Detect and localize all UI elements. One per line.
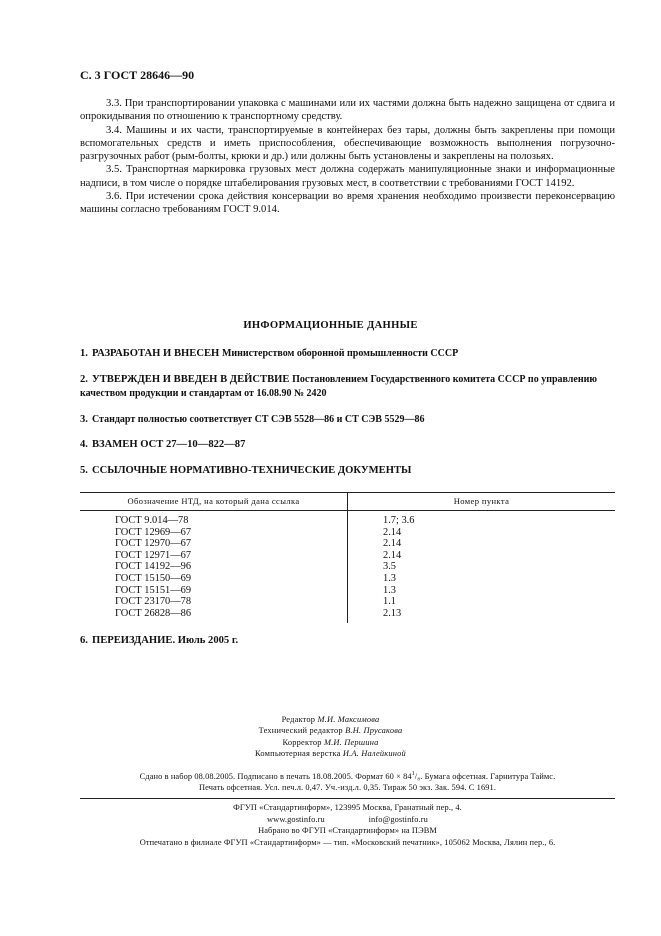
credit-line	[0, 748, 661, 759]
cell-designation: ГОСТ 12971—67	[80, 550, 348, 562]
cell-designation: ГОСТ 14192—96	[80, 561, 348, 573]
item-number: 4.	[80, 439, 88, 450]
imprint-line: ФГУП «Стандартинформ», 123995 Москва, Гранатный пер., 4.	[233, 802, 462, 812]
info-item-3	[80, 413, 615, 427]
divider	[80, 798, 615, 799]
item-head: РАЗРАБОТАН И ВНЕСЕН	[91, 348, 220, 359]
imprint-format-b: /₈. Бумага офсетная. Гарнитура Таймс.	[414, 771, 556, 781]
imprint-line	[80, 769, 615, 782]
imprint-line: Отпечатано в филиале ФГУП «Стандартинформ» — тип. «Московский печатник», 105062 Москва, Лялин пер., 6.	[139, 837, 556, 847]
item-text: Министерством оборонной промышленности СССР	[221, 348, 459, 359]
credits-block	[0, 714, 661, 760]
column-header-clause: Номер пункта	[348, 493, 616, 511]
table-row	[80, 511, 615, 527]
paragraph-3-3: 3.3. При транспортировании упаковка с машинами или их частями должна быть надежно защищена от сдвига и опрокидывания по отношению к транспортному средству.	[80, 98, 615, 123]
page-header: С. 3 ГОСТ 28646—90	[80, 68, 195, 82]
section-3-text	[80, 97, 615, 217]
credit-name: М.И. Максимова	[317, 715, 380, 724]
credit-name: М.И. Першина	[323, 737, 379, 747]
imprint-format-a: Сдано в набор 08.08.2005. Подписано в печать 18.08.2005. Формат 60 × 84	[139, 771, 412, 781]
table-row	[80, 596, 615, 608]
table-row	[80, 573, 615, 585]
cell-designation: ГОСТ 9.014—78	[80, 511, 348, 527]
credit-role: Корректор	[282, 737, 322, 747]
credit-role: Редактор	[281, 715, 316, 724]
imprint-line: Печать офсетная. Усл. печ.л. 0,47. Уч.-изд.л. 0,35. Тираж 50 экз. Зак. 594. С 1691.	[198, 783, 497, 793]
table-row	[80, 585, 615, 597]
paragraph-3-5: 3.5. Транспортная маркировка грузовых мест должна содержать манипуляционные знаки и информационные надписи, в том числе о порядке штабелирования грузовых мест, в соответствии с требованиями ГОСТ 14192.	[80, 164, 615, 189]
cell-clause: 2.14	[383, 526, 402, 538]
cell-clause: 1.3	[383, 584, 396, 596]
credit-name: И.А. Налейкиной	[342, 749, 406, 759]
cell-clause: 1.7; 3.6	[383, 515, 415, 526]
info-item-5	[80, 464, 615, 478]
credit-line	[0, 737, 661, 748]
credit-name: В.Н. Прусакова	[345, 726, 403, 736]
item-head: УТВЕРЖДЕН И ВВЕДЕН В ДЕЙСТВИЕ	[91, 374, 290, 385]
info-item-2	[80, 373, 615, 401]
info-item-6	[80, 634, 615, 648]
cell-clause: 2.14	[383, 538, 402, 550]
table-row	[80, 550, 615, 562]
paragraph-3-6: 3.6. При истечении срока действия консервации во время хранения необходимо произвести переконсервацию машины согласно требованиям ГОСТ 9.014.	[80, 191, 615, 216]
item-number: 2.	[80, 374, 88, 385]
imprint-format-sup: 1	[411, 771, 415, 777]
cell-designation: ГОСТ 23170—78	[80, 596, 348, 608]
cell-clause: 1.3	[383, 572, 396, 584]
credit-role: Технический редактор	[258, 726, 343, 736]
item-number: 3.	[80, 414, 88, 425]
table-row	[80, 561, 615, 573]
imprint-web-line: www.gostinfo.ru info@gostinfo.ru	[267, 814, 428, 824]
credit-line	[0, 714, 661, 725]
table-header-row	[80, 493, 615, 511]
item-head: ПЕРЕИЗДАНИЕ.	[91, 635, 176, 646]
item-head: ВЗАМЕН ОСТ 27—10—822—87	[91, 439, 246, 450]
cell-clause: 2.13	[383, 607, 402, 619]
cell-clause: 1.1	[383, 596, 396, 608]
reference-table	[80, 492, 615, 623]
cell-clause: 3.5	[383, 561, 396, 573]
item-number: 6.	[80, 635, 88, 646]
table-row	[80, 527, 615, 539]
cell-designation: ГОСТ 12969—67	[80, 527, 348, 539]
cell-designation: ГОСТ 15150—69	[80, 573, 348, 585]
table-row	[80, 608, 615, 624]
cell-designation: ГОСТ 26828—86	[80, 608, 348, 624]
table-row	[80, 538, 615, 550]
credit-role: Компьютерная верстка	[255, 749, 341, 759]
item-head: ССЫЛОЧНЫЕ НОРМАТИВНО-ТЕХНИЧЕСКИЕ ДОКУМЕНТЫ	[91, 465, 412, 476]
item-number: 5.	[80, 465, 88, 476]
info-item-1	[80, 347, 615, 361]
item-text: Постановлением Государственного комитета СССР по управлению качеством продукции и стандартам от 16.08.90 № 2420	[80, 374, 598, 399]
paragraph-3-4: 3.4. Машины и их части, транспортируемые в контейнерах без тары, должны быть закреплены при помощи вспомогательных средств и иметь приспособления, обеспечивающие возможность выполнения погрузочно-разгрузочных работ (рым-болты, крюки и др.) или должны быть установлены и закреплены на полозьях.	[80, 124, 615, 163]
imprint-line: Набрано во ФГУП «Стандартинформ» на ПЭВМ	[258, 826, 437, 836]
imprint-block	[80, 769, 615, 848]
item-text: Стандарт полностью соответствует СТ СЭВ 5528—86 и СТ СЭВ 5529—86	[91, 414, 425, 425]
cell-designation: ГОСТ 12970—67	[80, 538, 348, 550]
column-header-designation: Обозначение НТД, на который дана ссылка	[80, 493, 348, 511]
cell-clause: 2.14	[383, 549, 402, 561]
item-text: Июль 2005 г.	[177, 635, 239, 646]
cell-designation: ГОСТ 15151—69	[80, 585, 348, 597]
info-title: ИНФОРМАЦИОННЫЕ ДАННЫЕ	[243, 320, 418, 331]
item-number: 1.	[80, 348, 88, 359]
info-item-4	[80, 438, 615, 452]
credit-line	[0, 725, 661, 736]
